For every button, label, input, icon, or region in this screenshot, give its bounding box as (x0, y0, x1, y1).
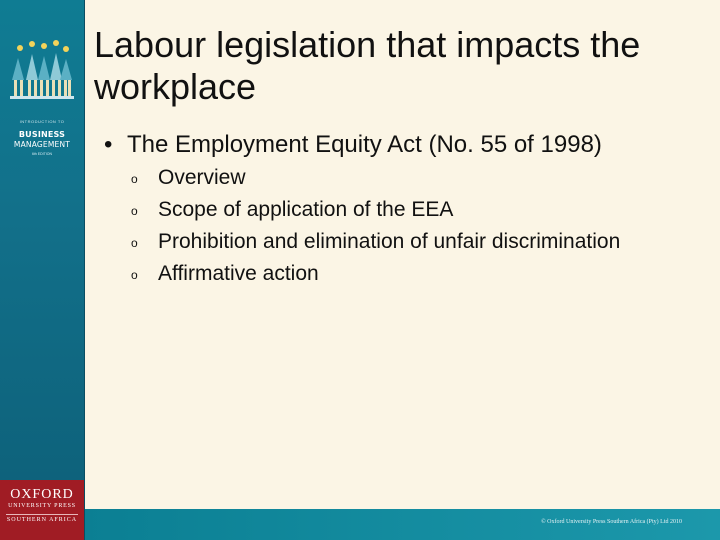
sub-bullet-text: Scope of application of the EEA (158, 198, 454, 221)
sub-bullet-item (104, 258, 704, 290)
book-edition-label: 6th EDITION (31, 152, 53, 156)
sub-bullet-list (127, 162, 704, 290)
slide-title: Labour legislation that impacts the workplace (94, 24, 641, 107)
sub-bullet-marker: o (131, 268, 138, 282)
book-series-label: INTRODUCTION TO (19, 119, 65, 124)
sub-bullet-item (104, 162, 704, 194)
bullet-list (104, 128, 704, 290)
book-title-line-1: BUSINESS (18, 130, 66, 139)
oxford-logo-name: OXFORD (10, 487, 74, 502)
sub-bullet-marker: o (131, 236, 138, 250)
sub-bullet-item (104, 226, 704, 258)
bullet-marker: • (104, 131, 113, 158)
sub-bullet-marker: o (131, 172, 138, 186)
main-bullet (104, 128, 704, 290)
book-title-line-2: MANAGEMENT (13, 140, 71, 149)
main-bullet-text: The Employment Equity Act (No. 55 of 1998) (127, 131, 602, 158)
sidebar-divider (84, 0, 85, 540)
copyright-notice: © Oxford University Press Southern Africa (Pty) Ltd 2010 (541, 519, 682, 525)
oxford-logo-press: UNIVERSITY PRESS (8, 503, 76, 509)
oxford-logo-divider (6, 514, 78, 515)
sub-bullet-marker: o (131, 204, 138, 218)
sub-bullet-text: Affirmative action (158, 262, 319, 285)
oxford-logo-region: SOUTHERN AFRICA (6, 517, 78, 523)
sub-bullet-text: Prohibition and elimination of unfair discrimination (158, 230, 621, 253)
sub-bullet-text: Overview (158, 166, 246, 189)
sub-bullet-item (104, 194, 704, 226)
book-cover-illustration (4, 22, 80, 112)
